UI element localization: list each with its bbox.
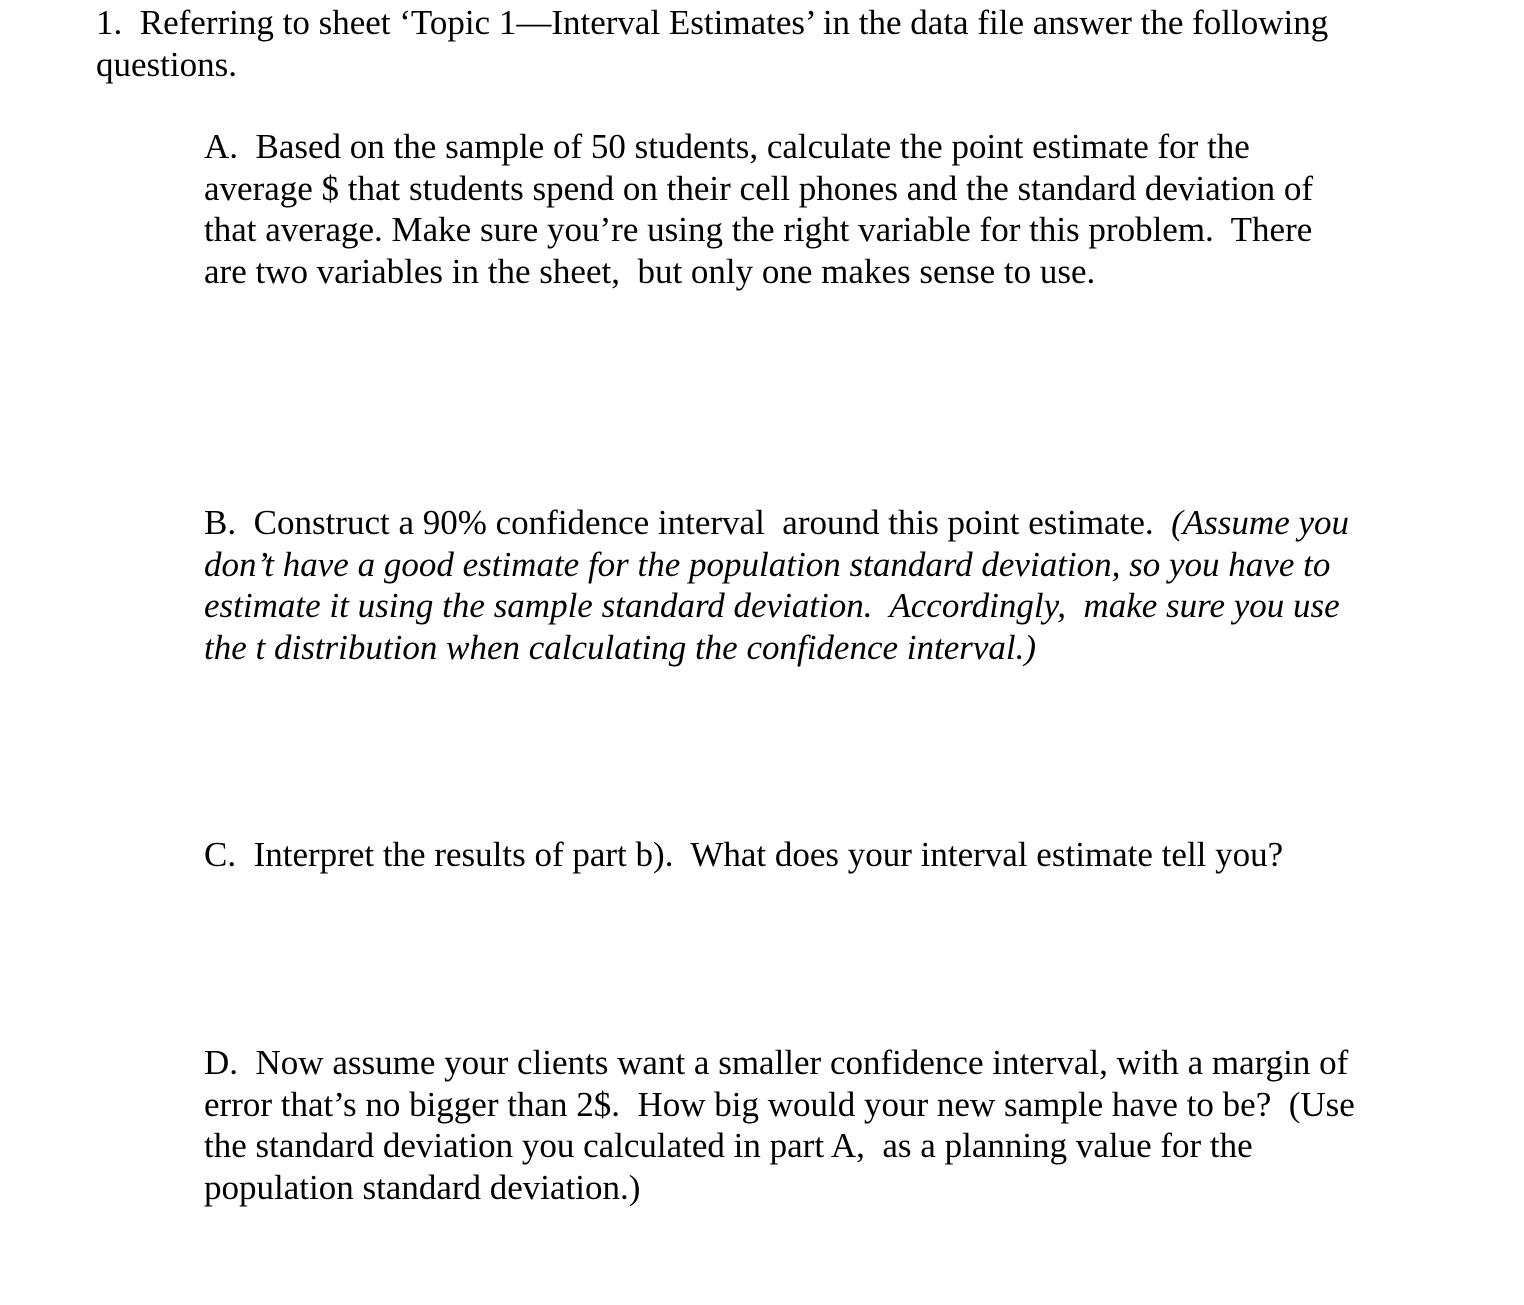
part-d-line: error that’s no bigger than 2$. How big would your new sample have to be? (Use <box>204 1084 1355 1124</box>
part-a-line: average $ that students spend on their cell phones and the standard deviation of <box>204 168 1313 208</box>
part-b-line <box>204 502 1349 544</box>
part-b-note-start: (Assume you <box>1171 503 1350 542</box>
part-a <box>204 126 1313 292</box>
part-b-prompt: B. Construct a 90% confidence interval around this point estimate. <box>204 503 1172 542</box>
part-d-line: population standard deviation.) <box>204 1167 641 1207</box>
part-b-note-line: estimate it using the sample standard deviation. Accordingly, make sure you use <box>204 586 1340 625</box>
question-1-intro <box>96 2 1328 85</box>
part-c <box>204 834 1283 876</box>
part-a-line: A. Based on the sample of 50 students, calculate the point estimate for the <box>204 127 1250 166</box>
part-d-line: D. Now assume your clients want a smaller confidence interval, with a margin of <box>204 1043 1349 1082</box>
part-b-note-line: don’t have a good estimate for the population standard deviation, so you have to <box>204 544 1331 584</box>
part-d <box>204 1042 1355 1208</box>
intro-line: questions. <box>96 44 237 84</box>
part-b <box>204 502 1349 668</box>
part-b-note-line: the t distribution when calculating the confidence interval.) <box>204 627 1037 667</box>
intro-line: 1. Referring to sheet ‘Topic 1—Interval Estimates’ in the data file answer the following <box>96 3 1329 42</box>
part-d-line: the standard deviation you calculated in part A, as a planning value for the <box>204 1126 1253 1165</box>
part-c-line: C. Interpret the results of part b). What does your interval estimate tell you? <box>204 835 1284 874</box>
part-a-line: are two variables in the sheet, but only one makes sense to use. <box>204 251 1096 291</box>
part-a-line: that average. Make sure you’re using the right variable for this problem. There <box>204 210 1313 249</box>
